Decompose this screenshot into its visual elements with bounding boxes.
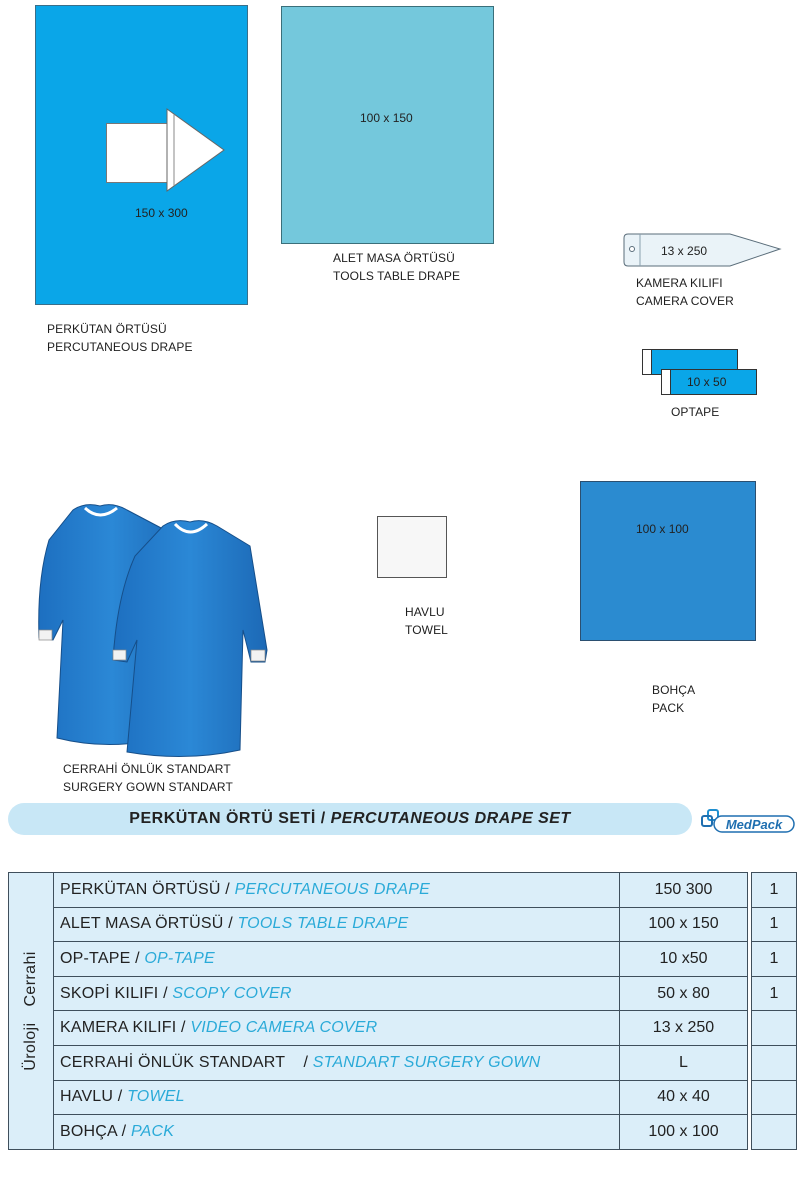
gown-label-en: SURGERY GOWN STANDART bbox=[63, 780, 233, 794]
table-row bbox=[9, 1011, 797, 1046]
surgery-gown-illustration bbox=[35, 500, 270, 762]
item-name: OP-TAPE / OP-TAPE bbox=[54, 942, 620, 977]
table-row bbox=[9, 1115, 797, 1150]
towel-label-tr: HAVLU bbox=[405, 605, 445, 619]
tools-table-drape-size: 100 x 150 bbox=[360, 111, 413, 125]
arrow-icon bbox=[166, 108, 226, 192]
tools-table-drape-illustration bbox=[281, 6, 494, 244]
table-row bbox=[9, 907, 797, 942]
percutaneous-drape-size: 150 x 300 bbox=[135, 206, 188, 220]
towel-label-en: TOWEL bbox=[405, 623, 448, 637]
item-size: 13 x 250 bbox=[620, 1011, 748, 1046]
item-qty bbox=[752, 1011, 797, 1046]
item-name: PERKÜTAN ÖRTÜSÜ / PERCUTANEOUS DRAPE bbox=[54, 873, 620, 908]
table-row bbox=[9, 1080, 797, 1115]
item-name: BOHÇA / PACK bbox=[54, 1115, 620, 1150]
pack-illustration bbox=[580, 481, 756, 641]
item-size: 40 x 40 bbox=[620, 1080, 748, 1115]
table-row bbox=[9, 873, 797, 908]
table-row bbox=[9, 976, 797, 1011]
item-qty bbox=[752, 1045, 797, 1080]
drape-window-illustration bbox=[106, 123, 168, 183]
set-title bbox=[8, 803, 692, 835]
department-label bbox=[9, 873, 54, 1150]
table-row bbox=[9, 1045, 797, 1080]
set-title-en: PERCUTANEOUS DRAPE SET bbox=[330, 810, 571, 827]
logo-text: MedPack bbox=[725, 817, 783, 832]
item-size: L bbox=[620, 1045, 748, 1080]
item-qty: 1 bbox=[752, 942, 797, 977]
item-qty: 1 bbox=[752, 976, 797, 1011]
towel-illustration bbox=[377, 516, 447, 578]
camera-cover-label-en: CAMERA COVER bbox=[636, 294, 734, 308]
item-qty bbox=[752, 1115, 797, 1150]
camera-cover-size: 13 x 250 bbox=[661, 244, 708, 258]
item-size: 100 x 100 bbox=[620, 1115, 748, 1150]
camera-cover-label-tr: KAMERA KILIFI bbox=[636, 276, 723, 290]
pack-size: 100 x 100 bbox=[636, 522, 689, 536]
set-title-tr: PERKÜTAN ÖRTÜ SETİ / bbox=[129, 810, 326, 827]
item-size: 50 x 80 bbox=[620, 976, 748, 1011]
optape-size: 10 x 50 bbox=[687, 375, 727, 389]
item-name: HAVLU / TOWEL bbox=[54, 1080, 620, 1115]
tools-table-drape-label-tr: ALET MASA ÖRTÜSÜ bbox=[333, 251, 455, 265]
gown-label-tr: CERRAHİ ÖNLÜK STANDART bbox=[63, 762, 231, 776]
pack-label-en: PACK bbox=[652, 701, 685, 715]
item-size: 10 x50 bbox=[620, 942, 748, 977]
medpack-logo bbox=[700, 804, 796, 836]
item-name: SKOPİ KILIFI / SCOPY COVER bbox=[54, 976, 620, 1011]
item-qty: 1 bbox=[752, 907, 797, 942]
item-qty bbox=[752, 1080, 797, 1115]
optape-front-liner bbox=[661, 369, 671, 395]
item-size: 100 x 150 bbox=[620, 907, 748, 942]
tools-table-drape-label-en: TOOLS TABLE DRAPE bbox=[333, 269, 461, 283]
contents-table bbox=[8, 872, 796, 1150]
department-label-1: Üroloji bbox=[22, 1022, 39, 1071]
department-label-2: Cerrahi bbox=[22, 951, 39, 1007]
table-row bbox=[9, 942, 797, 977]
item-name: CERRAHİ ÖNLÜK STANDART / STANDART SURGERY GOWN bbox=[54, 1045, 620, 1080]
optape-label: OPTAPE bbox=[671, 405, 720, 419]
percutaneous-drape-label-tr: PERKÜTAN ÖRTÜSÜ bbox=[47, 322, 167, 336]
optape-back-liner bbox=[642, 349, 652, 375]
item-qty: 1 bbox=[752, 873, 797, 908]
item-name: ALET MASA ÖRTÜSÜ / TOOLS TABLE DRAPE bbox=[54, 907, 620, 942]
pack-label-tr: BOHÇA bbox=[652, 683, 696, 697]
percutaneous-drape-label-en: PERCUTANEOUS DRAPE bbox=[47, 340, 193, 354]
item-size: 150 300 bbox=[620, 873, 748, 908]
item-name: KAMERA KILIFI / VIDEO CAMERA COVER bbox=[54, 1011, 620, 1046]
